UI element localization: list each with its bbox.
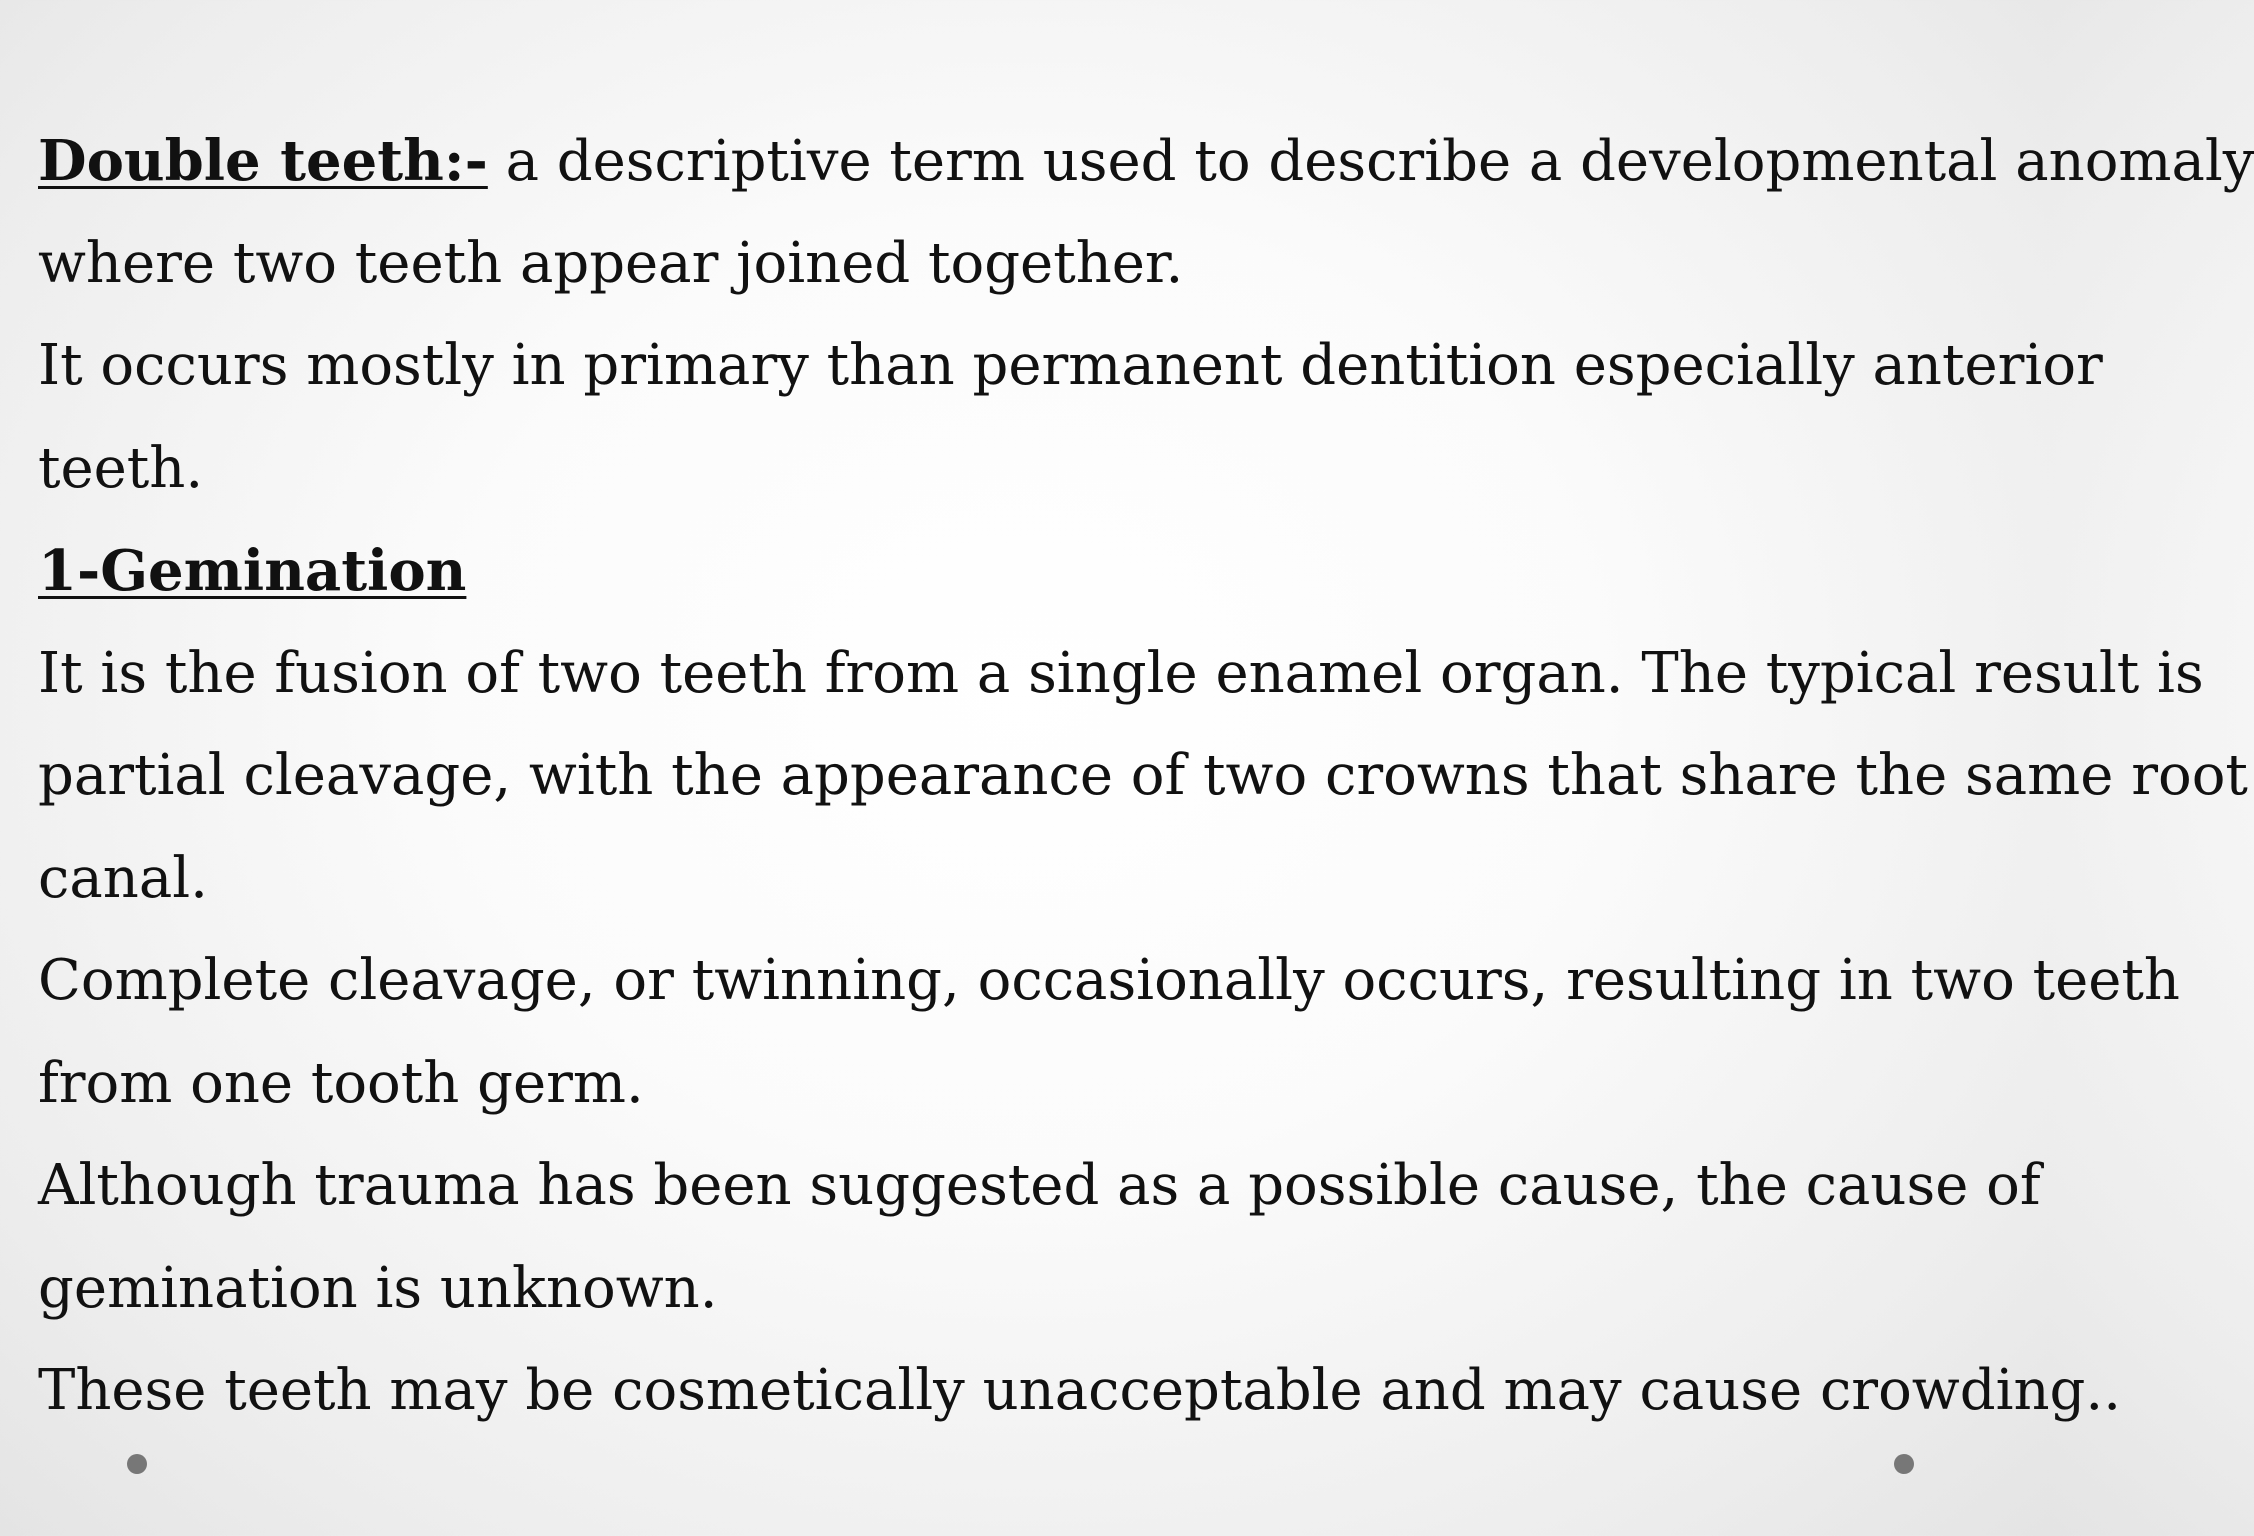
double-teeth-line-2: where two teeth appear joined together. (38, 230, 1184, 296)
double-teeth-definition: a descriptive term used to describe a developmental anomaly (487, 129, 2254, 194)
gemination-heading: 1-Gemination (38, 538, 467, 604)
cleavage-line-1: Complete cleavage, or twinning, occasionally occurs, resulting in two teeth (38, 948, 2180, 1013)
slide-body (38, 110, 2254, 1443)
cause-line-1: Although trauma has been suggested as a possible cause, the cause of (38, 1153, 2041, 1218)
gemination-heading-line (38, 520, 1992, 623)
cause-line-2: gemination is unknown. (38, 1255, 718, 1321)
cleavage-line-2: from one tooth germ. (38, 1050, 644, 1116)
fusion-line-2: partial cleavage, with the appearance of two crowns that share the same root (38, 743, 2248, 808)
left-bullet-dot (127, 1454, 147, 1474)
occurrence-line-1: It occurs mostly in primary than permanent dentition especially anterior (38, 333, 2103, 398)
cosmetic-line-1: These teeth may be cosmetically unacceptable and may cause crowding.. (38, 1358, 2121, 1423)
occurrence-line-2: teeth. (38, 435, 204, 501)
fusion-line-3: canal. (38, 845, 208, 911)
double-teeth-label: Double teeth:- (38, 128, 488, 194)
double-teeth-line-1 (38, 110, 2254, 213)
right-bullet-dot (1894, 1454, 1914, 1474)
fusion-line-1: It is the fusion of two teeth from a single enamel organ. The typical result is (38, 640, 2204, 706)
